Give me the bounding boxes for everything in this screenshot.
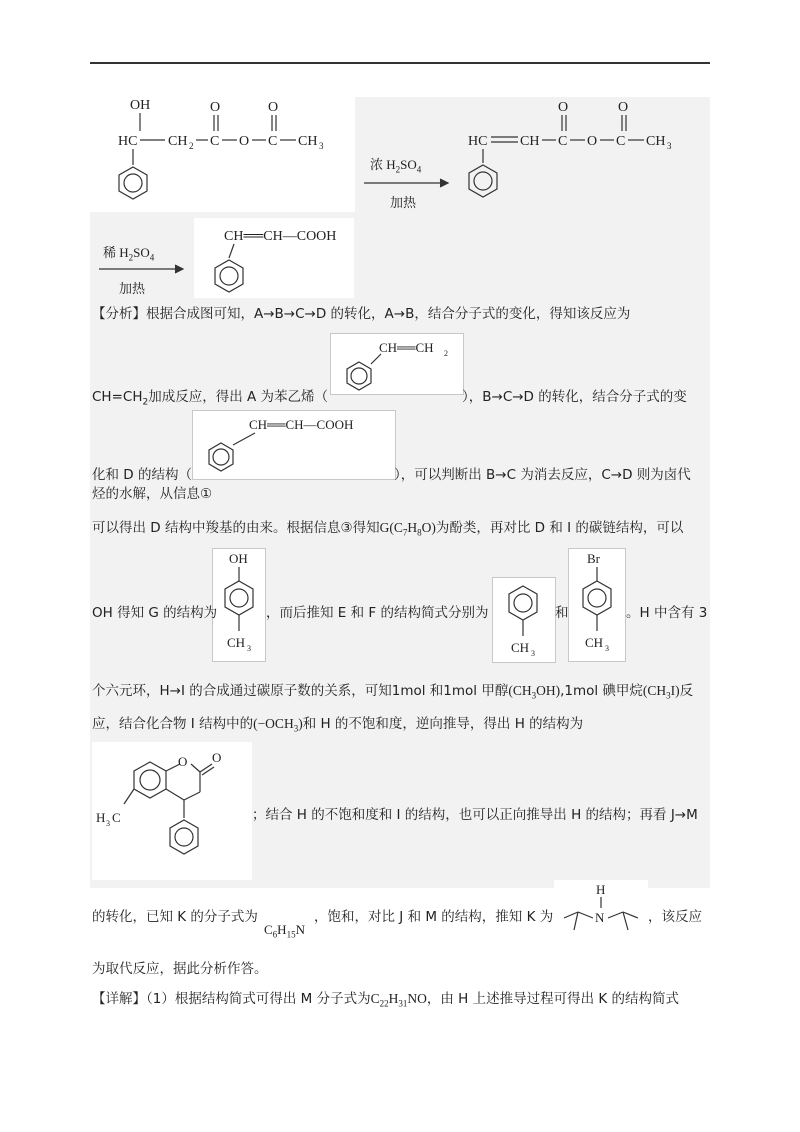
benzene-ring-icon [225,581,253,615]
analysis-line-6c: 和 [555,605,569,621]
svg-text:O: O [239,134,250,149]
svg-text:O: O [618,100,629,115]
product-structure [194,218,354,298]
analysis-line-11: 为取代反应，据此分析作答。 [92,961,268,977]
svg-text:H: H [96,810,106,825]
svg-text:H: H [596,882,606,897]
svg-text:2: 2 [444,349,448,358]
reactant-structure [100,95,350,215]
analysis-line-3-end: ），可以判断出 B→C 为消去反应，C→D 则为卤代 [394,467,691,483]
d-structure [192,410,396,480]
svg-text:3: 3 [247,644,251,653]
svg-text:C: C [112,810,121,825]
intermediate-structure [458,95,708,210]
svg-text:CH: CH [520,134,540,149]
svg-text:CH: CH [646,134,666,149]
analysis-line-4: 烃的水解，从信息① [92,486,213,502]
analysis-line-6b: ，而后推知 E 和 F 的结构简式分别为 [266,605,489,621]
svg-text:O: O [212,750,222,765]
m-formula: $C_{22}H_{31}NO$ [370,991,427,1009]
svg-text:O: O [587,134,598,149]
analysis-line-9: ；结合 H 的不饱和度和 I 的结构，也可以正向推导出 H 的结构；再看 J→M [252,807,698,823]
detail-tag: 【详解】 [92,991,146,1007]
svg-text:3: 3 [319,141,324,151]
svg-text:CH: CH [168,134,188,149]
svg-text:3: 3 [605,644,609,653]
arrow-2: 稀 $H_2SO_4$ 加热 [97,248,187,289]
svg-text:3: 3 [531,649,535,658]
svg-text:N: N [595,910,605,925]
svg-text:O: O [268,100,279,115]
analysis-line-6a: OH 得知 G 的结构为 [92,605,218,621]
svg-text:CH: CH [227,635,246,650]
svg-text:O: O [178,754,188,769]
svg-text:HC: HC [468,134,488,149]
k-structure [554,880,648,944]
analysis-line-6d: 。H 中含有 3 [626,605,708,621]
svg-text:CH══CH—COOH: CH══CH—COOH [224,229,337,244]
analysis-line-7: 个六元环，H→I 的合成通过碳原子数的关系，可知1mol 和1mol 甲醇$(CH_3OH),1mol$ 碘甲烷$(CH_3I)$反 [92,683,694,701]
h-structure [92,742,252,880]
benzene-ring-icon [119,167,147,199]
k-formula-box: $C_6H_{15}N$ [262,897,314,943]
svg-text:2: 2 [189,141,194,151]
analysis-line-10c: ，该反应 [648,909,702,925]
arrow-1: 浓 $H_2SO_4$ 加热 [362,160,452,201]
svg-text:O: O [210,100,221,115]
analysis-tag: 【分析】 [92,306,146,322]
analysis-line-1: 【分析】根据合成图可知，A→B→C→D 的转化，A→B，结合分子式的变化，得知该反应为 [92,306,631,322]
g-structure [212,548,266,662]
svg-text:CH: CH [298,134,318,149]
f-structure [568,548,626,662]
analysis-line-2-end: ），B→C→D 的转化，结合分子式的变 [462,389,687,405]
analysis-line-10b: ，饱和，对比 J 和 M 的结构，推知 K 为 [314,909,554,925]
svg-text:CH: CH [585,635,604,650]
analysis-line-3: 化和 D 的结构（ [92,467,192,483]
oh-label: OH [130,98,151,113]
svg-text:OH: OH [229,551,248,566]
svg-text:O: O [558,100,569,115]
styrene-structure [330,333,464,395]
svg-text:C: C [616,134,626,149]
analysis-line-2: $CH=CH_2$加成反应，得出 A 为苯乙烯（ [92,389,329,408]
benzene-ring-icon [170,820,198,854]
benzene-ring-icon [134,762,166,798]
svg-text:3: 3 [667,141,672,151]
svg-text:HC: HC [118,134,138,149]
svg-text:3: 3 [106,819,110,828]
svg-text:C: C [210,134,220,149]
svg-text:CH══CH: CH══CH [379,340,434,355]
svg-text:Br: Br [587,551,600,566]
e-structure [492,577,556,663]
benzene-ring-icon [583,581,611,615]
analysis-line-10a: 的转化，已知 K 的分子式为 [92,909,258,925]
svg-text:C: C [268,134,278,149]
benzene-ring-icon [469,165,497,197]
analysis-line-5: 可以得出 D 结构中羧基的由来。根据信息③得知$G(C_7H_8O)$为酚类，再对比 D 和 I 的碳链结构，可以 [92,520,684,538]
detail-line-1: 【详解】（1）根据结构简式可得出 M 分子式为$C_{22}H_{31}NO$，由 H 上述推导过程可得出 K 的结构简式 [92,991,680,1009]
analysis-line-8: 应，结合化合物 I 结构中的$(-OCH_3)$和 H 的不饱和度，逆向推导，得出 H 的结构为 [92,716,584,734]
svg-text:C: C [558,134,568,149]
svg-text:CH══CH—COOH: CH══CH—COOH [249,417,354,432]
svg-text:CH: CH [511,640,530,655]
benzene-ring-icon [215,260,243,292]
g-formula: $G(C_7H_8O)$ [379,520,436,538]
header-rule [90,62,710,64]
benzene-ring-icon [509,586,537,620]
